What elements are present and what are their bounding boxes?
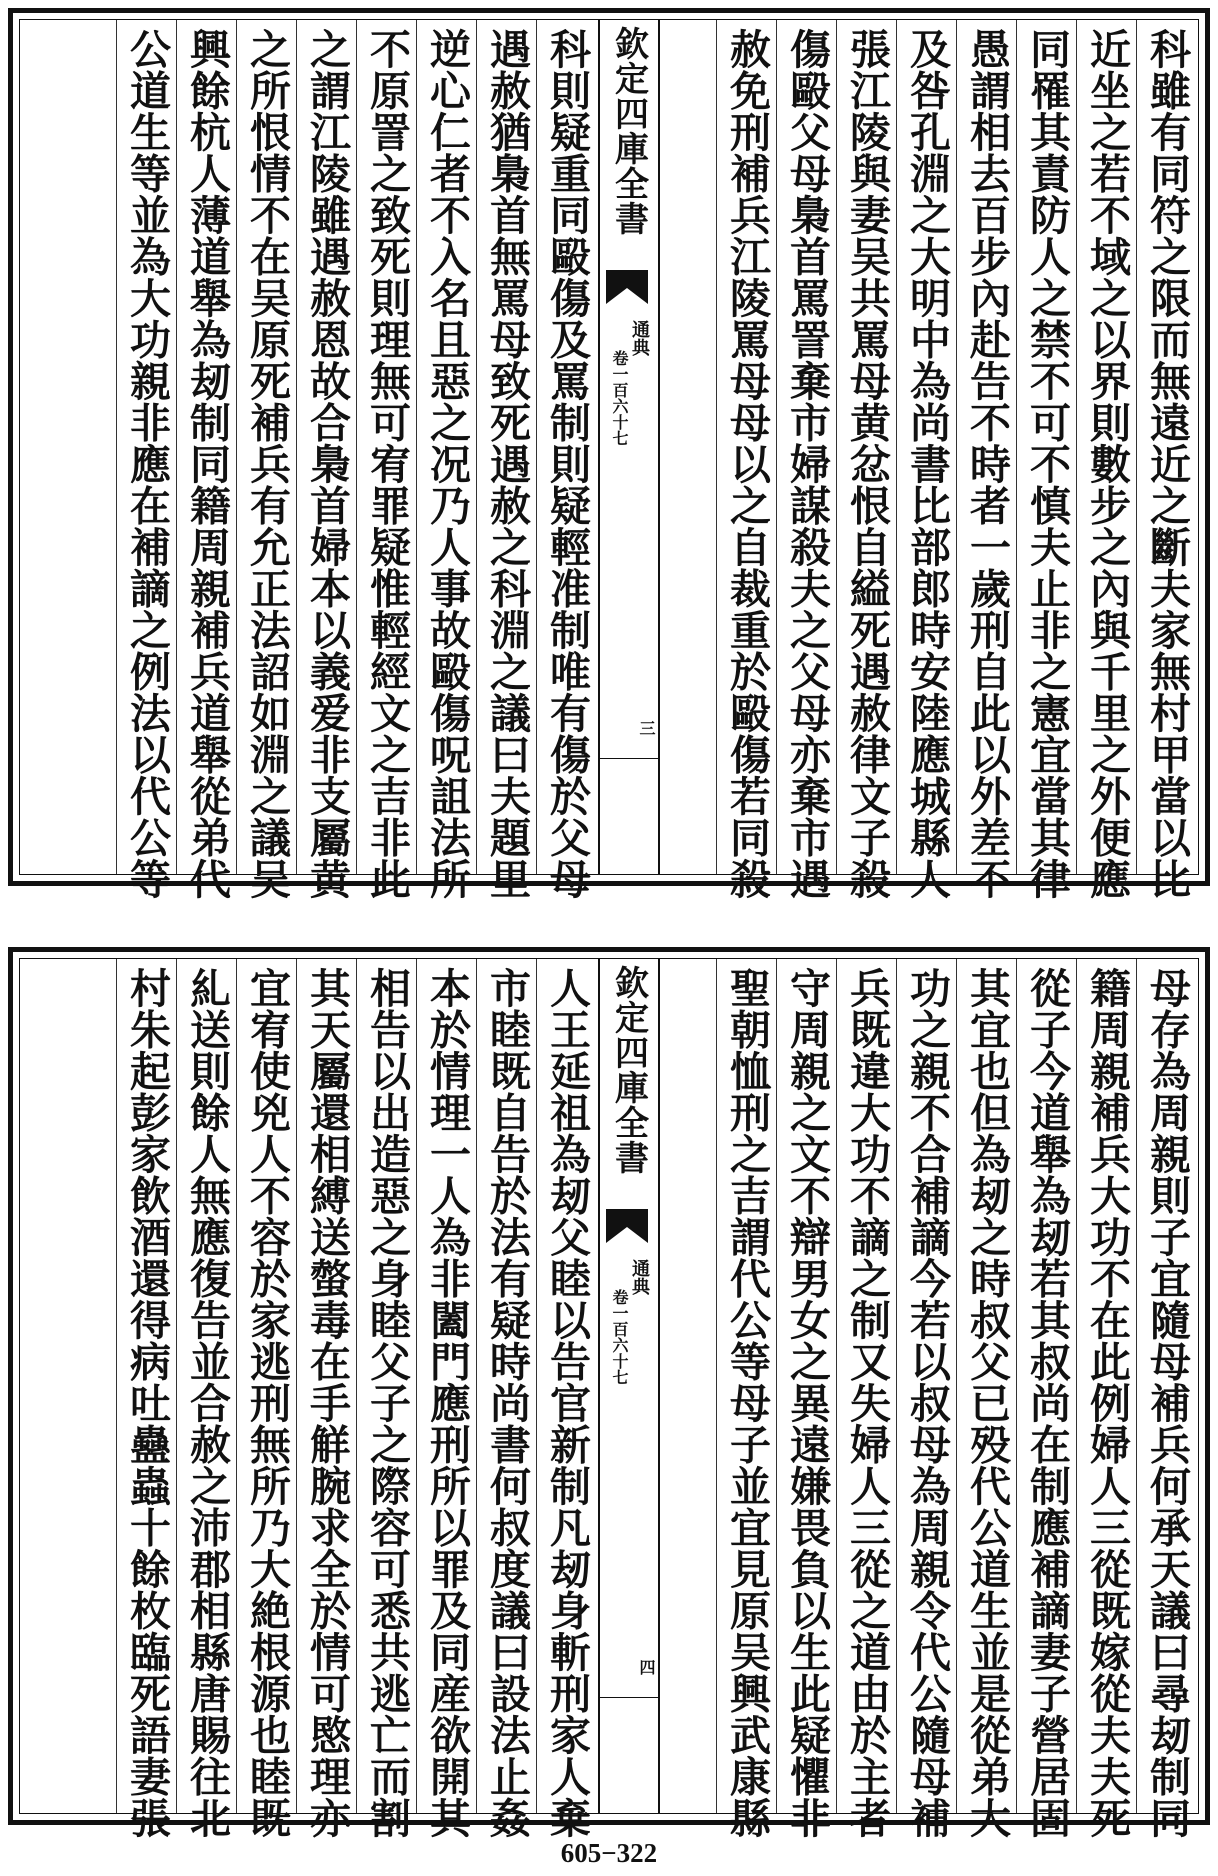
page-frame (19, 19, 1199, 900)
text-column: 母存為周親則子宜隨母補兵何承天議曰尋刼制同 (1136, 959, 1197, 1813)
leaf-number: 四 (637, 1659, 656, 1675)
text-column: 守周親之文不辯男女之異遠嫌畏負以生此疑懼非 (776, 959, 837, 1813)
text-column: 科雖有同符之限而無遠近之斷夫家無村甲當以比 (1136, 20, 1197, 874)
text-column: 從子今道舉為刼若其叔尚在制應補謫妻子營居固 (1016, 959, 1077, 1813)
book-title: 通典 (629, 1259, 650, 1295)
page-frame (19, 958, 1199, 1839)
center-fold (598, 20, 660, 874)
text-column: 傷毆父母梟首罵詈棄市婦謀殺夫之父母亦棄市遇 (776, 20, 837, 874)
text-column: 宜宥使兇人不容於家逃刑無所乃大絶根源也睦既 (236, 959, 297, 1813)
text-column: 其天屬還相縛送螫毒在手觧腕求全於情可愍理亦 (296, 959, 357, 1813)
fish-tail-mark-icon (606, 270, 648, 306)
text-column: 近坐之若不域之以界則數步之內與千里之外便應 (1076, 20, 1137, 874)
text-column: 赦免刑補兵江陵罵母母以之自裁重於毆傷若同殺 (716, 20, 777, 874)
text-column: 科則疑重同毆傷及罵制則疑輕准制唯有傷於父母 (536, 20, 597, 874)
leaf-number: 三 (637, 720, 656, 736)
text-column: 聖朝恤刑之吉謂代公等母子並宜見原吴興武康縣 (716, 959, 777, 1813)
text-column: 糺送則餘人無應復告並合赦之沛郡相縣唐賜往北 (176, 959, 237, 1813)
text-column: 之謂江陵雖遇赦恩故合梟首婦本以義爱非支屬黄 (296, 20, 357, 874)
fold-rule (600, 758, 658, 759)
series-title: 欽定四庫全書 (608, 965, 649, 1175)
chapter-number: 卷一百六十七 (610, 350, 629, 446)
book-title: 通典 (629, 320, 650, 356)
text-column: 本於情理一人為非闔門應刑所以罪及同産欲開其 (416, 959, 477, 1813)
chapter-number: 卷一百六十七 (610, 1289, 629, 1385)
text-column: 興餘杭人薄道舉為刼制同籍周親補兵道舉從弟代 (176, 20, 237, 874)
text-column: 遇赦猶梟首無罵母致死遇赦之科淵之議曰夫題里 (476, 20, 537, 874)
text-column: 村朱起彭家飲酒還得病吐蠱蟲十餘枚臨死語妻張 (116, 959, 177, 1813)
text-column: 同罹其責防人之禁不可不慎夫止非之憲宜當其律 (1016, 20, 1077, 874)
text-column: 之所恨情不在吴原死補兵有允正法詔如淵之議吴 (236, 20, 297, 874)
text-column: 功之親不合補謫今若以叔母為周親令代公隨母補 (896, 959, 957, 1813)
center-fold (598, 959, 660, 1813)
text-column: 籍周親補兵大功不在此例婦人三從既嫁從夫夫死 (1076, 959, 1137, 1813)
folio-number: 605−322 (560, 1838, 658, 1868)
text-column: 逆心仁者不入名且惡之况乃人事故毆傷呪詛法所 (416, 20, 477, 874)
series-title: 欽定四庫全書 (608, 26, 649, 236)
text-column: 愚謂相去百步內赴告不時者一歲刑自此以外差不 (956, 20, 1017, 874)
page-bottom (8, 947, 1210, 1839)
text-column: 人王延祖為刼父睦以告官新制凡刼身斬刑家人棄 (536, 959, 597, 1813)
text-column: 市睦既自告於法有疑時尚書何叔度議曰設法止姦 (476, 959, 537, 1813)
text-column: 張江陵與妻吴共罵母黄忿恨自縊死遇赦律文子殺 (836, 20, 897, 874)
text-column: 公道生等並為大功親非應在補謫之例法以代公等 (116, 20, 177, 874)
page-top (8, 8, 1210, 900)
text-column: 兵既違大功不謫之制又失婦人三從之道由於主者 (836, 959, 897, 1813)
text-column: 及咎孔淵之大明中為尚書比部郎時安陸應城縣人 (896, 20, 957, 874)
text-column: 不原詈之致死則理無可宥罪疑惟輕經文之吉非此 (356, 20, 417, 874)
fold-rule (600, 1697, 658, 1698)
text-column: 相告以出造惡之身睦父子之際容可悉共逃亡而割 (356, 959, 417, 1813)
fish-tail-mark-icon (606, 1209, 648, 1245)
text-column: 其宜也但為刼之時叔父已殁代公道生並是從弟大 (956, 959, 1017, 1813)
